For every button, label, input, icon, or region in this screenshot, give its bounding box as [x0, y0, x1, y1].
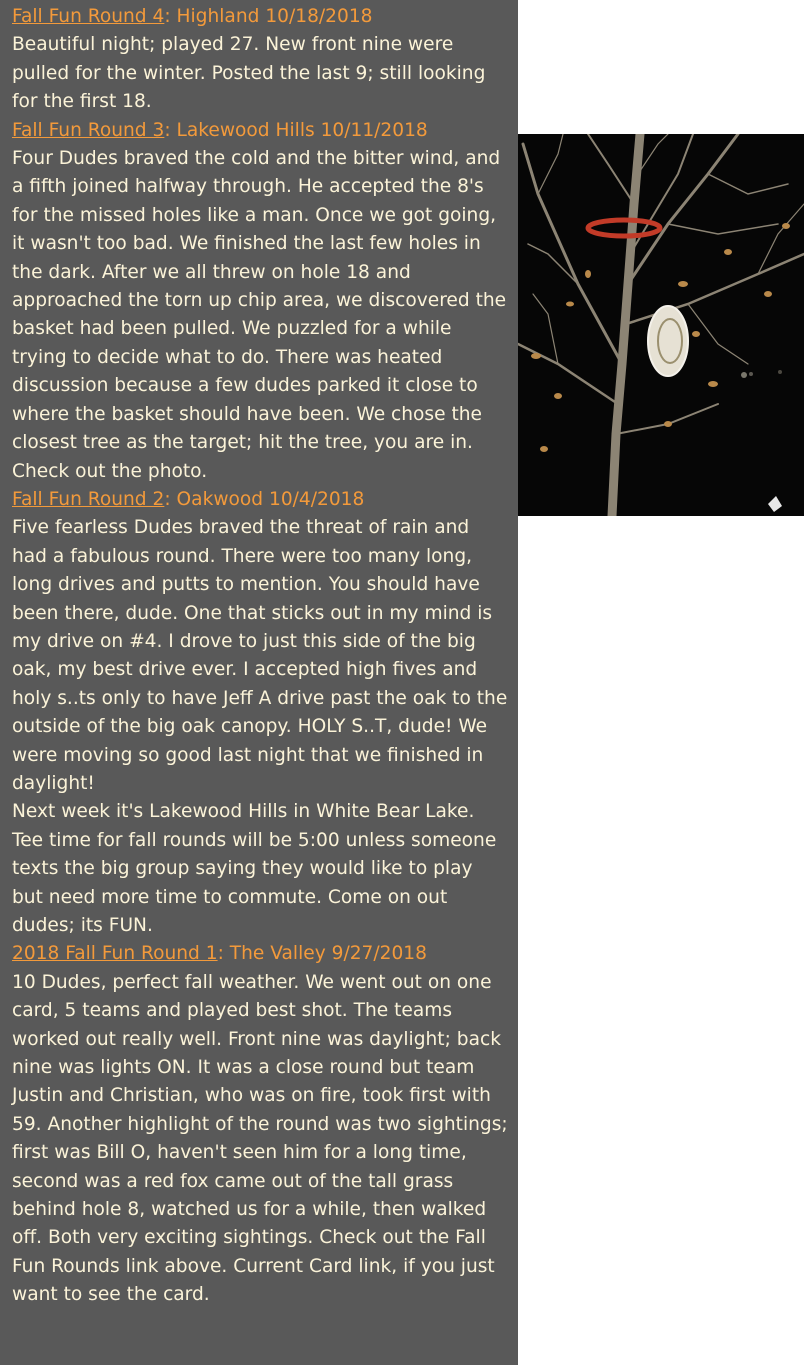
post-heading	[12, 3, 508, 31]
post-body: 10 Dudes, perfect fall weather. We went out on one card, 5 teams and played best shot. The teams worked out really well. Front nine was daylight; back nine was lights ON. It was a close round but team Justin and Christian, who was on fire, took first with 59. Another highlight of the round was two sightings; first was Bill O, haven't seen him for a long time, second was a red fox came out of the tall grass behind hole 8, watched us for a while, then walked off. Both very exciting sightings. Check out the Fall Fun Rounds link above. Current Card link, if you just want to see the card.	[12, 971, 508, 1306]
post-link[interactable]: 2018 Fall Fun Round 1	[12, 943, 218, 965]
post-body: Five fearless Dudes braved the threat of rain and had a fabulous round. There were too many long, long drives and putts to mention. You should have been there, dude. One that sticks out in my mind is my drive on #4. I drove to just this side of the big oak, my best drive ever. I accepted high fives and holy s..ts only to have Jeff A drive past the oak to the outside of the big oak canopy. HOLY S..T, dude! We were moving so good last night that we finished in daylight!	[12, 517, 508, 794]
post-course-date: : Oakwood 10/4/2018	[164, 488, 365, 510]
tree-photo-illustration	[518, 134, 804, 516]
post-round-2	[12, 486, 508, 941]
post-link[interactable]: Fall Fun Round 2	[12, 488, 165, 510]
post-body-announcement: Next week it's Lakewood Hills in White Bear Lake. Tee time for fall rounds will be 5:00 unless someone texts the big group saying they would like to play but need more time to commute. Come on out dudes; its FUN.	[12, 801, 497, 936]
post-course-date: : The Valley 9/27/2018	[217, 943, 427, 965]
post-round-1	[12, 940, 508, 1309]
post-heading	[12, 117, 508, 145]
post-round-4	[12, 3, 508, 117]
post-course-date: : Lakewood Hills 10/11/2018	[164, 119, 428, 141]
tree-target-photo	[518, 134, 804, 516]
post-round-3	[12, 117, 508, 486]
post-link[interactable]: Fall Fun Round 3	[12, 119, 165, 141]
post-body: Four Dudes braved the cold and the bitter wind, and a fifth joined halfway through. He accepted the 8's for the missed holes like a man. Once we got going, it wasn't too bad. We finished the last few holes in the dark. After we all threw on hole 18 and approached the torn up chip area, we discovered the basket had been pulled. We puzzled for a while trying to decide what to do. There was heated discussion because a few dudes parked it close to where the basket should have been. We chose the closest tree as the target; hit the tree, you are in. Check out the photo.	[12, 148, 507, 482]
post-heading	[12, 940, 508, 968]
post-body: Beautiful night; played 27. New front nine were pulled for the winter. Posted the last 9; still looking for the first 18.	[12, 34, 486, 113]
post-heading	[12, 486, 508, 514]
post-course-date: : Highland 10/18/2018	[164, 6, 373, 27]
post-link[interactable]: Fall Fun Round 4	[12, 6, 165, 27]
